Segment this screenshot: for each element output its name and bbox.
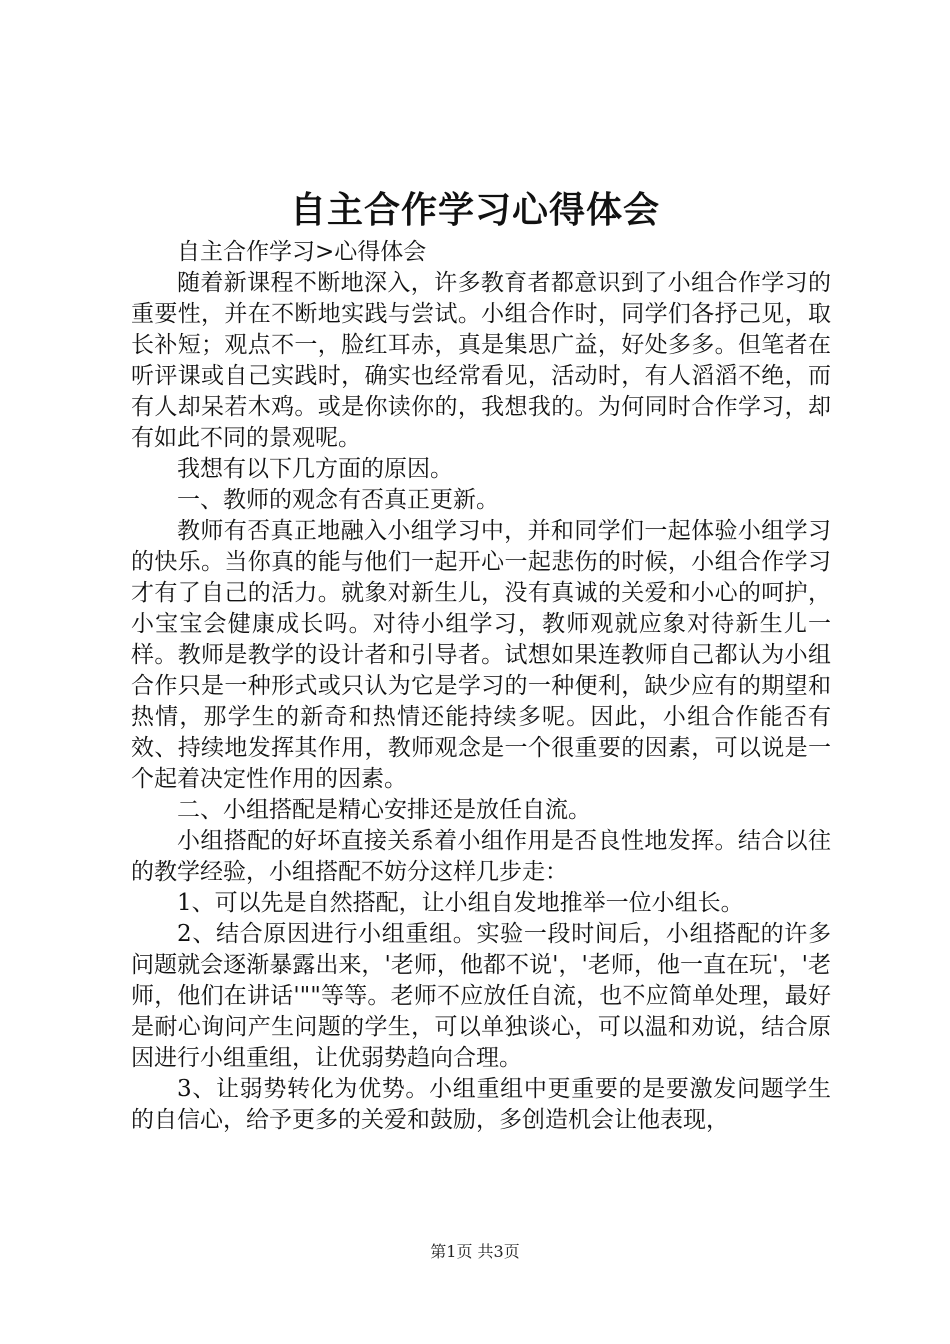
list-item: 3、让弱势转化为优势。小组重组中更重要的是要激发问题学生的自信心，给予更多的关爱和鼓励，多创造机会让他表现， bbox=[131, 1076, 831, 1133]
document-body bbox=[131, 237, 831, 1136]
paragraph-subtitle: 自主合作学习>心得体会 bbox=[177, 239, 427, 265]
paragraph: 教师有否真正地融入小组学习中，并和同学们一起体验小组学习的快乐。当你真的能与他们一起开心一起悲伤的时候，小组合作学习才有了自己的活力。就象对新生儿，没有真诚的关爱和小心的呵护，小宝宝会健康成长吗。对待小组学习，教师观就应象对待新生儿一样。教师是教学的设计者和引导者。试想如果连教师自己都认为小组合作只是一种形式或只认为它是学习的一种便利，缺少应有的期望和热情，那学生的新奇和热情还能持续多呢。因此，小组合作能否有效、持续地发挥其作用，教师观念是一个很重要的因素，可以说是一个起着决定性作用的因素。 bbox=[131, 518, 831, 792]
section-heading: 一、教师的观念有否真正更新。 bbox=[177, 487, 499, 513]
document-title: 自主合作学习心得体会 bbox=[289, 189, 660, 231]
paragraph: 小组搭配的好坏直接关系着小组作用是否良性地发挥。结合以往的教学经验，小组搭配不妨分这样几步走： bbox=[131, 828, 831, 885]
paragraph: 随着新课程不断地深入，许多教育者都意识到了小组合作学习的重要性，并在不断地实践与尝试。小组合作时，同学们各抒己见，取长补短；观点不一，脸红耳赤，真是集思广益，好处多多。但笔者在听评课或自己实践时，确实也经常看见，活动时，有人滔滔不绝，而有人却呆若木鸡。或是你读你的，我想我的。为何同时合作学习，却有如此不同的景观呢。 bbox=[131, 270, 831, 451]
page-footer: 第1页 共3页 bbox=[430, 1242, 520, 1261]
paragraph: 我想有以下几方面的原因。 bbox=[177, 456, 453, 482]
list-item: 1、可以先是自然搭配，让小组自发地推举一位小组长。 bbox=[177, 890, 744, 916]
section-heading: 二、小组搭配是精心安排还是放任自流。 bbox=[177, 797, 591, 823]
list-item: 2、结合原因进行小组重组。实验一段时间后，小组搭配的许多问题就会逐渐暴露出来，'老师，他都不说'，'老师，他一直在玩'，'老师，他们在讲话'""等等。老师不应放任自流，也不应简单处理，最好是耐心询问产生问题的学生，可以单独谈心，可以温和劝说，结合原因进行小组重组，让优弱势趋向合理。 bbox=[131, 921, 831, 1071]
